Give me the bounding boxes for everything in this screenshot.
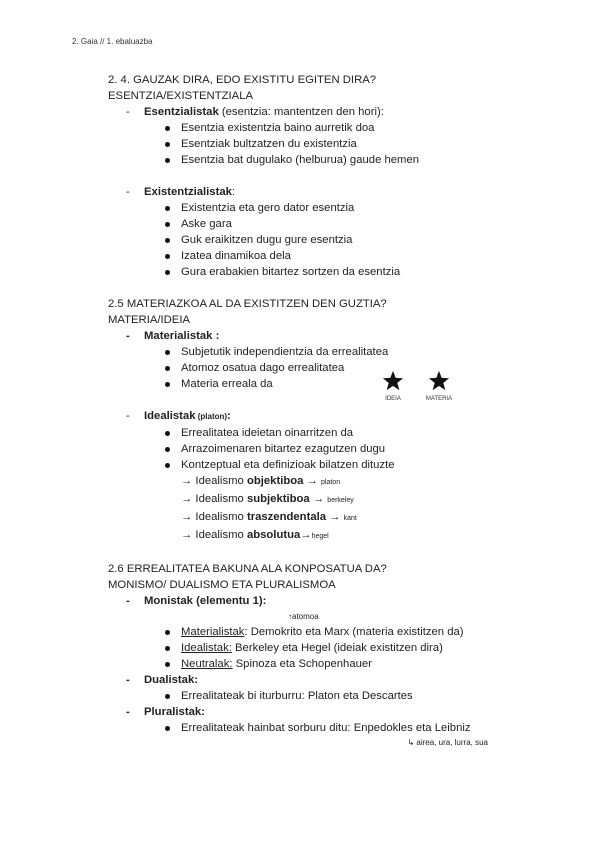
star-drawing bbox=[378, 370, 458, 410]
idealism-author: kant bbox=[343, 515, 357, 522]
idealism-type: objektiboa bbox=[246, 475, 304, 487]
idealistak-colon: : bbox=[227, 410, 231, 422]
list-item bbox=[108, 624, 568, 640]
star-icon bbox=[428, 370, 450, 392]
section-2-6-subtitle: MONISMO/ DUALISMO ETA PLURALISMOA bbox=[108, 579, 336, 591]
list-item: Izatea dinamikoa dela bbox=[108, 248, 568, 264]
section-2-5-subtitle: MATERIA/IDEIA bbox=[108, 314, 191, 326]
idealistak-label: Idealistak bbox=[144, 410, 196, 422]
idealism-author: platon bbox=[321, 479, 341, 486]
idealism-author: hegel bbox=[311, 533, 329, 540]
list-item: Kontzeptual eta definizioak bilatzen dituzte bbox=[108, 457, 568, 473]
idealism-type-line bbox=[108, 509, 568, 527]
idealistak-heading bbox=[108, 408, 568, 425]
idealistak-note: (platon) bbox=[195, 412, 228, 421]
existentzialistak-colon: : bbox=[231, 186, 236, 198]
materia-star bbox=[424, 370, 454, 402]
pluralistak-heading: - Pluralistak: bbox=[108, 704, 568, 720]
idealism-type: subjektiboa bbox=[246, 493, 310, 505]
idealism-type-line bbox=[108, 473, 568, 491]
section-2-4-subtitle: ESENTZIA/EXISTENTZIALA bbox=[108, 90, 254, 102]
document-body bbox=[108, 72, 568, 750]
list-item: Arrazoimenaren bitartez ezagutzen dugu bbox=[108, 441, 568, 457]
ideia-star bbox=[378, 370, 408, 402]
list-item bbox=[108, 656, 568, 672]
section-2-6-title: 2.6 ERREALITATEA BAKUNA ALA KONPOSATUA DA? bbox=[108, 563, 387, 575]
existentzialistak-label: Existentzialistak bbox=[144, 186, 232, 198]
monistak-heading: - Monistak (elementu 1): bbox=[108, 593, 568, 609]
section-2-4-title: 2. 4. GAUZAK DIRA, EDO EXISTITU EGITEN DIRA? bbox=[108, 74, 377, 86]
list-item: Esentzia existentzia baino aurretik doa bbox=[108, 120, 568, 136]
list-item: Existentzia eta gero dator esentzia bbox=[108, 200, 568, 216]
list-item: Atomoz osatua dago errealitatea bbox=[108, 360, 568, 376]
arrow-prefix: → Idealismo bbox=[181, 529, 247, 541]
idealism-type: absolutua bbox=[246, 529, 301, 541]
ideia-label: IDEIA bbox=[385, 396, 401, 402]
list-item bbox=[108, 640, 568, 656]
esentzialistak-label: Esentzialistak bbox=[144, 106, 219, 118]
list-item: Esentziak bultzatzen du existentzia bbox=[108, 136, 568, 152]
arrow-prefix: → Idealismo bbox=[181, 511, 247, 523]
page-header: 2. Gaia // 1. ebaluazba bbox=[72, 37, 153, 46]
list-item: Materia erreala da bbox=[108, 376, 568, 392]
esentzialistak-note: (esentzia: mantentzen den hori): bbox=[218, 106, 384, 118]
idealism-type: traszendentala bbox=[246, 511, 327, 523]
idealism-author: berkeley bbox=[327, 497, 354, 504]
arrow-prefix: → Idealismo bbox=[181, 475, 247, 487]
arrow-connector: → bbox=[300, 529, 312, 541]
school-name: Idealistak: bbox=[181, 642, 232, 654]
materialistak-heading: - Materialistak : bbox=[108, 328, 568, 344]
materia-label: MATERIA bbox=[425, 396, 453, 402]
school-authors: : Demokrito eta Marx (materia existitzen da) bbox=[244, 626, 464, 638]
star-icon bbox=[382, 370, 404, 392]
arrow-connector: → bbox=[326, 511, 344, 523]
arrow-prefix: → Idealismo bbox=[181, 493, 247, 505]
elements-note: ↳ airea, ura, lurra, sua bbox=[407, 738, 488, 747]
list-item: Errealitatea ideietan oinarritzen da bbox=[108, 425, 568, 441]
arrow-connector: → bbox=[309, 493, 328, 505]
atomoa-note: ↑atomoa bbox=[288, 612, 319, 621]
existentzialistak-heading bbox=[108, 184, 568, 200]
school-authors: Spinoza eta Schopenhauer bbox=[232, 658, 372, 670]
list-item: Gura erabakien bitartez sortzen da esentzia bbox=[108, 264, 568, 280]
idealism-type-line bbox=[108, 491, 568, 509]
list-item: Subjetutik independientzia da errealitatea bbox=[108, 344, 568, 360]
list-item: Guk eraikitzen dugu gure esentzia bbox=[108, 232, 568, 248]
school-name: Neutralak: bbox=[181, 658, 233, 670]
arrow-connector: → bbox=[303, 475, 322, 487]
school-name: Materialistak bbox=[181, 626, 245, 638]
list-item: Esentzia bat dugulako (helburua) gaude hemen bbox=[108, 152, 568, 168]
list-item: Errealitateak bi iturburru: Platon eta Descartes bbox=[108, 688, 568, 704]
esentzialistak-heading bbox=[108, 104, 568, 120]
section-2-5-title: 2.5 MATERIAZKOA AL DA EXISTITZEN DEN GUZTIA? bbox=[108, 298, 387, 310]
dualistak-heading: - Dualistak: bbox=[108, 672, 568, 688]
list-item: Errealitateak hainbat sorburu ditu: Enpedokles eta Leibniz bbox=[108, 720, 568, 736]
school-authors: Berkeley eta Hegel (ideiak existitzen dira) bbox=[231, 642, 443, 654]
idealism-type-line bbox=[108, 527, 568, 545]
list-item: Aske gara bbox=[108, 216, 568, 232]
